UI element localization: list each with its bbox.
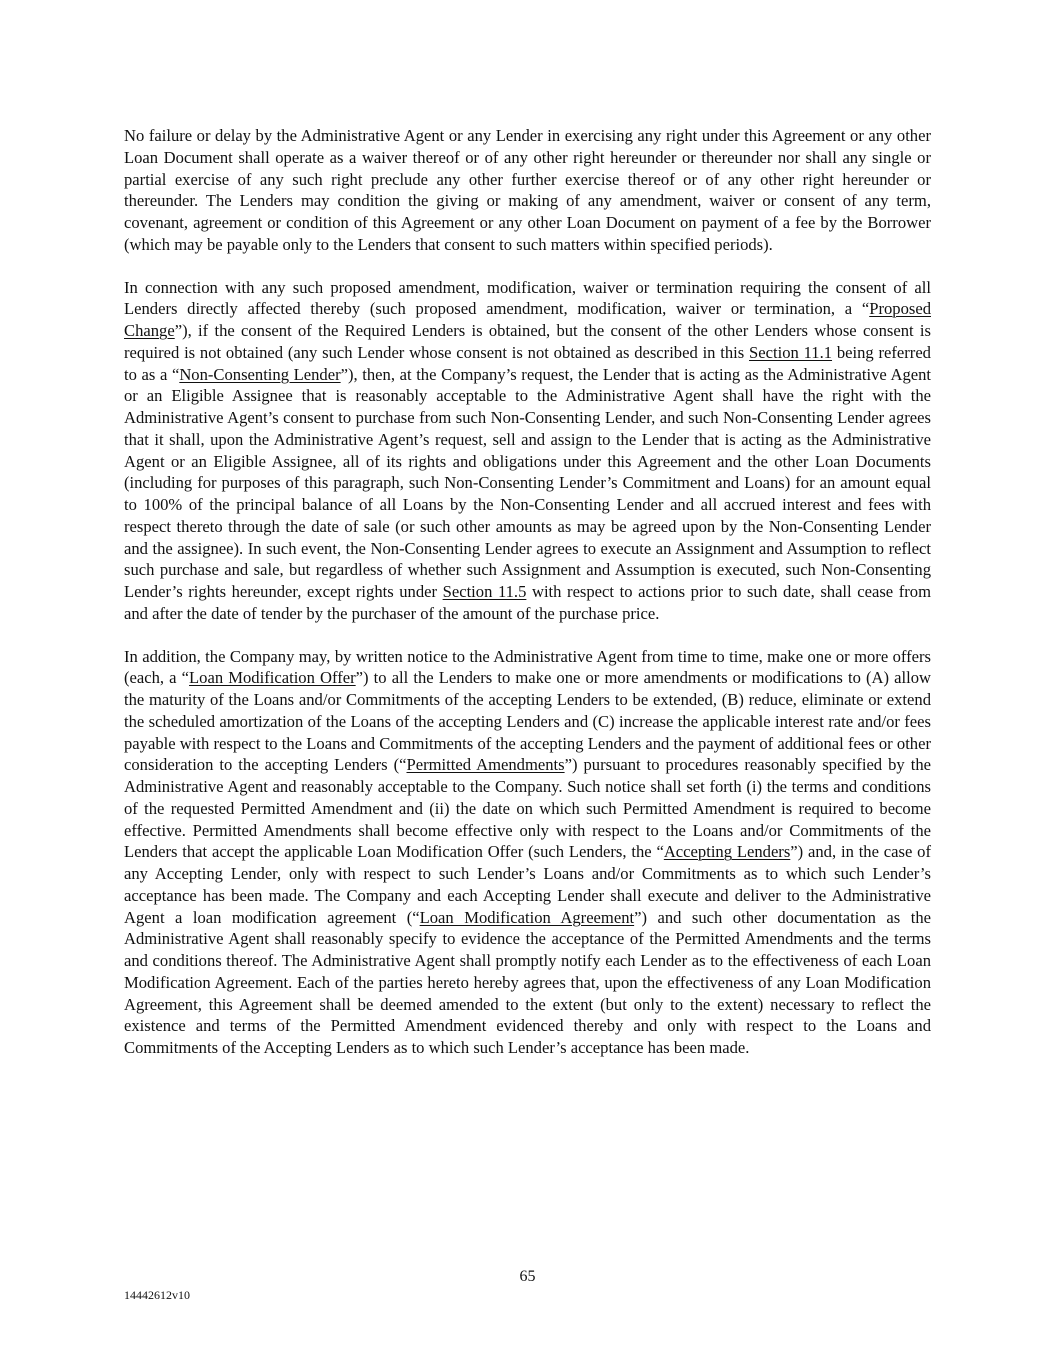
defined-term: Section 11.5 [442,582,527,601]
text-run: with respect to actions prior to such date, shall cease from and after the date of tender by the purchaser of the amount of the purchase price. [124,582,931,623]
text-run: being referred to as a “ [124,342,931,384]
text-run: ”), if the consent of the Required Lenders is obtained, but the consent of the other Lenders whose consent is required is not obtained (any such Lender whose consent is not obtained as described in this [124,321,931,362]
defined-term: Permitted Amendments [406,755,565,775]
text-run: In addition, the Company may, by written notice to the Administrative Agent from time to time, make one or more offers (each, a “ [124,646,931,688]
document-body [124,125,931,1080]
paragraph [124,277,931,625]
defined-term: Loan Modification Agreement [419,907,635,927]
defined-term: Non-Consenting Lender [179,364,341,384]
text-run: ”) pursuant to procedures reasonably specified by the Administrative Agent and reasonably acceptable to the Company. Such notice shall set forth (i) the terms and conditions of the requested Permitted Amendment and (ii) the date on which such Permitted Amendment is required to become effective. Permitted Amendments shall become effective only with respect to the Loans and/or Commitments of the Lenders that accept the applicable Loan Modification Offer (such Lenders, the “ [124,755,931,862]
paragraph [124,125,931,256]
page-number: 65 [519,1268,536,1285]
text-run: ”), then, at the Company’s request, the Lender that is acting as the Administrative Agent or an Eligible Assignee that is reasonably acceptable to the Administrative Agent shall have the right with the Administrative Agent’s consent to purchase from such Non-Consenting Lender, and such Non-Consenting Lender agrees that it shall, upon the Administrative Agent’s request, sell and assign to the Lender that is acting as the Administrative Agent or an Eligible Assignee, all of its rights and obligations under this Agreement and the other Loan Documents (including for purposes of this paragraph, such Non-Consenting Lender’s Commitment and Loans) for an amount equal to 100% of the principal balance of all Loans by the Non-Consenting Lender and all accrued interest and fees with respect thereto through the date of sale (or such other amounts as may be agreed upon by the Non-Consenting Lender and the assignee). In such event, the Non-Consenting Lender agrees to execute an Assignment and Assumption to reflect such purchase and sale, but regardless of whether such Assignment and Assumption is executed, such Non-Consenting Lender’s rights hereunder, except rights under [124,364,932,601]
text-run: ”) to all the Lenders to make one or more amendments or modifications to (A) allow the maturity of the Loans and/or Commitments of the accepting Lenders to be extended, (B) reduce, eliminate or extend the scheduled amortization of the Loans of the accepting Lenders and (C) increase the applicable interest rate and/or fees payable with respect to the Loans and Commitments of the accepting Lenders and the payment of additional fees or other consideration to the accepting Lenders (“ [124,668,932,775]
text-run: ”) and, in the case of any Accepting Lender, only with respect to such Lender’s Loans and/or Commitments as to which such Lender’s acceptance has been made. The Company and each Accepting Lender shall execute and deliver to the Administrative Agent a loan modification agreement (“ [124,842,932,927]
text-run: No failure or delay by the Administrative Agent or any Lender in exercising any right under this Agreement or any other Loan Document shall operate as a waiver thereof or of any other right hereunder or thereunder nor shall any single or partial exercise of any such right preclude any other further exercise thereof or of any other right hereunder or thereunder. The Lenders may condition the giving or making of any amendment, waiver or consent of any term, covenant, agreement or condition of this Agreement or any other Loan Document on payment of a fee by the Borrower (which may be payable only to the Lenders that consent to such matters within specified periods). [124,126,931,254]
defined-term: Loan Modification Offer [189,668,356,688]
defined-term: Proposed Change [124,299,931,340]
defined-term: Accepting Lenders [663,842,791,862]
text-run: ”) and such other documentation as the Administrative Agent shall reasonably specify to evidence the acceptance of the Permitted Amendments and the terms and conditions thereof. The Administrative Agent shall promptly notify each Lender as to the effectiveness of each Loan Modification Agreement. Each of the parties hereto hereby agrees that, upon the effectiveness of any Loan Modification Agreement, this Agreement shall be deemed amended to the extent (but only to the extent) necessary to reflect the existence and terms of the Permitted Amendment evidenced thereby and only with respect to the Loans and Commitments of the Accepting Lenders as to which such Lender’s acceptance has been made. [124,907,931,1057]
text-run: In connection with any such proposed amendment, modification, waiver or termination requiring the consent of all Lenders directly affected thereby (such proposed amendment, modification, waiver or termination, a “ [124,277,931,319]
defined-term: Section 11.1 [749,342,833,362]
paragraph [124,646,931,1059]
document-id: 14442612v10 [124,1288,190,1302]
